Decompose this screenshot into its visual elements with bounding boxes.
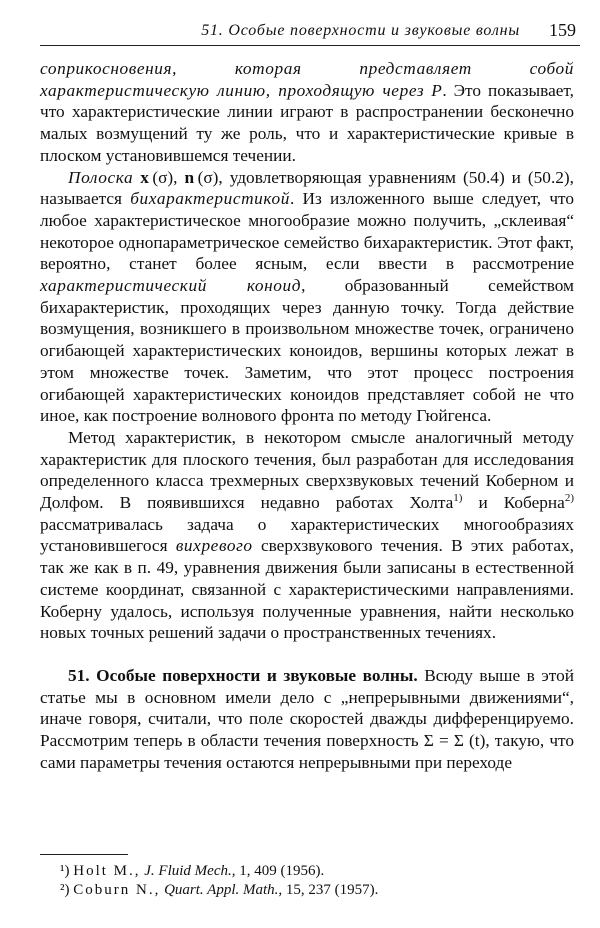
section-heading: 51. Особые поверхности и звуковые волны. [68,665,418,685]
paragraph-4-text-2: , такую, что сами параметры течения остаются непрерывными при переходе [40,731,574,772]
paragraph-1-text: . Это показывает, что характеристические линии играют в распространении бесконечно малых возмущений ту же роль, что и характеристические кривые в плоском установившемся течении. [40,80,574,165]
paragraph-3-text-2: и Коберна [462,493,565,513]
paragraph-4-text-1: Всюду выше в этой статье мы в основном имели дело с „непрерывными движениями“, иначе говоря, считали, что поле скоростей дважды дифференцируемо. Рассмотрим теперь в области течения поверхность [40,665,574,751]
footnotes [40,862,574,900]
formula-sigma: Σ = Σ (t) [423,731,486,751]
paragraph-2 [40,167,574,427]
paragraph-4 [40,665,574,774]
footnote-2 [60,881,574,900]
vector-n: n [184,167,195,187]
emphasis-characteristic-line: соприкосновения, которая представляет собой характеристическую линию, проходящую через [40,59,574,100]
page-number: 159 [549,20,576,40]
footnote-ref-1: 1) [453,492,463,505]
footnote-1-mark: ¹) [60,863,70,879]
footnote-1-details: 1, 409 (1956). [239,863,325,879]
body-text [40,58,574,774]
arg-sigma-1: (σ), [152,167,178,187]
emphasis-bicharacteristic: бихарактеристикой [130,189,290,209]
footnote-2-author: Coburn N., [73,882,161,898]
header-rule [40,45,580,46]
footnote-rule [40,854,128,855]
footnote-1-journal: J. Fluid Mech., [144,863,236,879]
paragraph-1 [40,58,574,167]
emphasis-conoid: характеристический коноид [40,276,302,296]
point-p: P [431,80,443,100]
footnote-2-journal: Quart. Appl. Math., [164,882,283,898]
paragraph-3-text-3: рассматривалась задача о характеристических многообразиях установившегося [40,514,574,556]
paragraph-3-text-1: Метод характеристик, в некотором смысле аналогичный методу характеристик для плоского течения, был разработан для исследования определенного класса трехмерных сверхзвуковых течений Коберном и Долфом. В появившихся недавно работах Холта [40,427,574,513]
paragraph-2-text-1: . Из изложенного выше следует, что любое характеристическое многообразие можно получить, „склеивая“ некоторое однопараметрическое семейство бихарактеристик. Этот факт, вероятно, станет более ясным, если ввести в рассмотрение [40,189,574,274]
emphasis-strip: Полоска [68,167,134,187]
footnote-1 [60,862,574,881]
footnote-ref-2: 2) [564,492,574,505]
arg-sigma-2: (σ), удовлетворяющая уравнениям (50.4) и (50.2), называется [40,167,574,209]
footnote-2-details: 15, 237 (1957). [285,882,379,898]
header-title: 51. Особые поверхности и звуковые волны [201,22,520,39]
vector-x: x [140,167,149,187]
paragraph-3-text-4: сверхзвукового течения. В этих работах, так же как в п. 49, уравнения движения были записаны в естественной системе координат, связанной с характеристическими направлениями. Коберну удалось, используя полученные уравнения, найти несколько новых точных решений задачи о пространственных течениях. [40,536,574,643]
footnote-1-author: Holt M., [73,863,141,879]
footnote-2-mark: ²) [60,882,70,898]
paragraph-3 [40,427,574,644]
paragraph-2-text-2: , образованный семейством бихарактеристик, проходящих через данную точку. Тогда действие возмущения, возникшего в произвольном множестве точек, ограничено огибающей характеристических коноидов, вершины которых лежат в этом множестве точек. Заметим, что этот процесс построения огибающей характеристических коноидов представляет собой не что иное, как построение волнового фронта по методу Гюйгенса. [40,276,574,426]
running-header [40,20,580,42]
emphasis-vortex: вихревого [175,536,253,556]
